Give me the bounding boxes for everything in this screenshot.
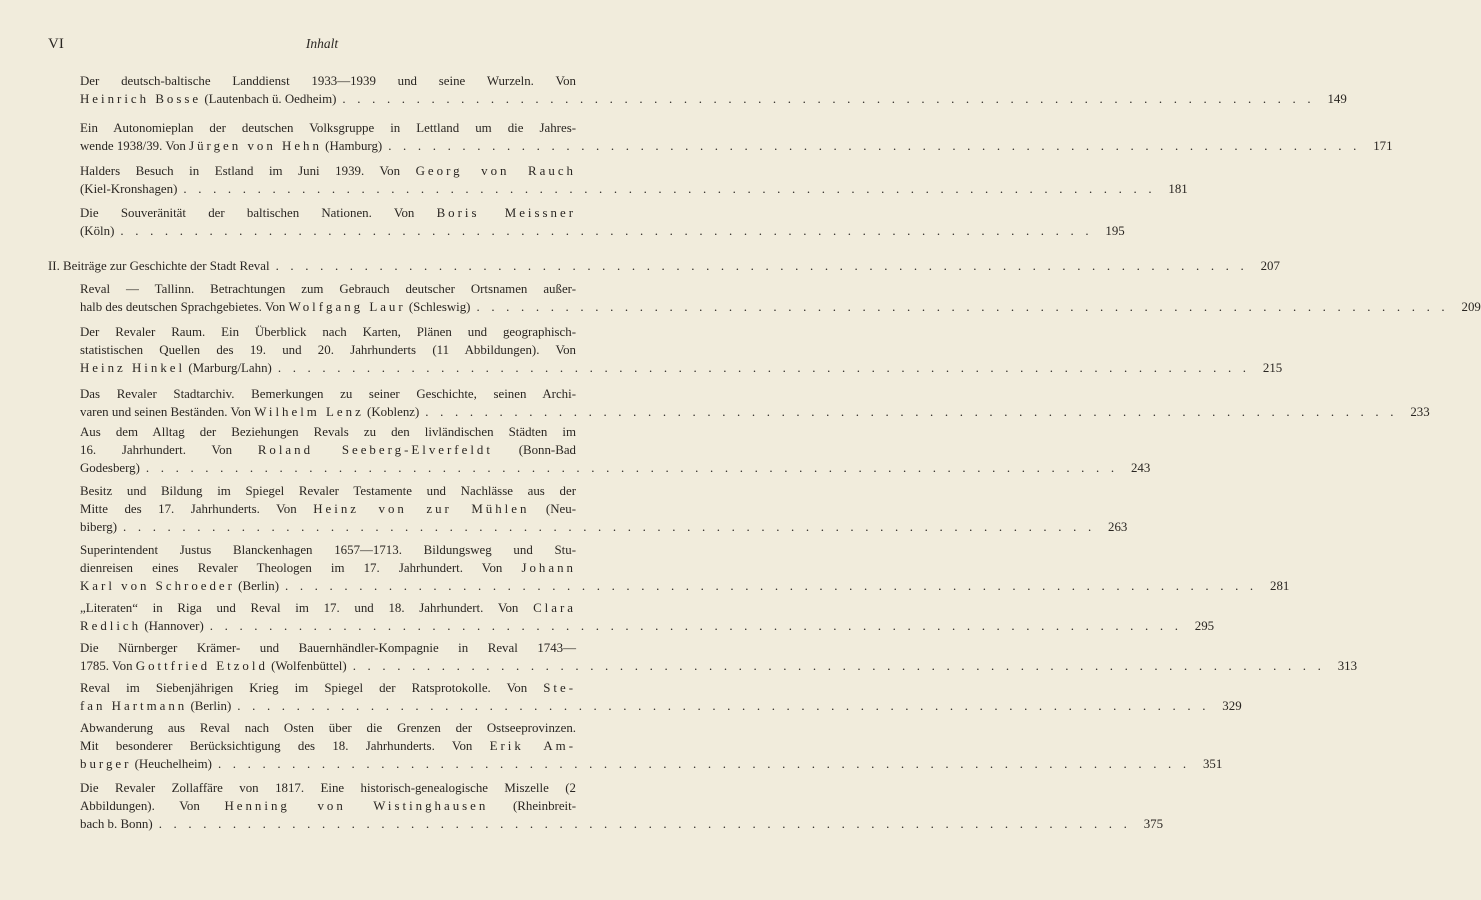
author-location: (Köln): [80, 224, 115, 238]
section-page-number: 207: [1260, 259, 1280, 273]
toc-entry: Aus dem Alltag der Beziehungen Revals zu den livländischen Städten im 16. Jahrhundert. Von Roland Seeberg-Elverfeldt (Bonn-Bad Godesberg) . . . . . . . . . . . . . . . . . . . . . . . . . . . . . . . . . . . . . . . . . . . . . . . . . . . . . . . . . . . . . . . . . . 243: [80, 425, 1151, 475]
leader-dots: . . . . . . . . . . . . . . . . . . . . . . . . . . . . . . . . . . . . . . . . . . . . . . . . . . . . . . . . . . . . . . . . . .: [275, 259, 1248, 273]
author-name: Gottfried Etzold: [135, 659, 268, 673]
toc-entry: Reval — Tallinn. Betrachtungen zum Gebrauch deutscher Ortsnamen außer- halb des deutschen Sprachgebietes. Von Wolfgang Laur (Schleswig) . . . . . . . . . . . . . . . . . . . . . . . . . . . . . . . . . . . . . . . . . . . . . . . . . . . . . . . . . . . . . . . . . . 209: [80, 282, 1481, 314]
leader-dots: . . . . . . . . . . . . . . . . . . . . . . . . . . . . . . . . . . . . . . . . . . . . . . . . . . . . . . . . . . . . . . . . . .: [277, 361, 1251, 375]
author-location: (Hamburg): [321, 139, 383, 153]
entry-page-number: 329: [1222, 699, 1242, 713]
author-name: burger: [80, 757, 132, 771]
author-location: (Lautenbach ü. Oedheim): [201, 92, 337, 106]
leader-dots: . . . . . . . . . . . . . . . . . . . . . . . . . . . . . . . . . . . . . . . . . . . . . . . . . . . . . . . . . . . . . . . . . .: [145, 461, 1119, 475]
page-number: VI: [48, 36, 64, 52]
author-name: Heinrich Bosse: [80, 92, 202, 106]
author-name: Erik Am-: [489, 739, 576, 753]
entry-line: Ein Autonomieplan der deutschen Volksgruppe in Lettland um die Jahres-: [80, 121, 576, 135]
leader-dots: . . . . . . . . . . . . . . . . . . . . . . . . . . . . . . . . . . . . . . . . . . . . . . . . . . . . . . . . . . . . . . . . . .: [217, 757, 1191, 771]
toc-entry: [80, 72, 1347, 108]
entry-page-number: 181: [1168, 182, 1188, 196]
author-name: Henning von Wistinghausen: [224, 799, 489, 813]
toc-entry: Die Nürnberger Krämer- und Bauernhändler-Kompagnie in Reval 1743— 1785. Von Gottfried Etzold (Wolfenbüttel) . . . . . . . . . . . . . . . . . . . . . . . . . . . . . . . . . . . . . . . . . . . . . . . . . . . . . . . . . . . . . . . . . . 313: [80, 641, 1358, 673]
entry-page-number: 233: [1410, 405, 1430, 419]
leader-dots: . . . . . . . . . . . . . . . . . . . . . . . . . . . . . . . . . . . . . . . . . . . . . . . . . . . . . . . . . . . . . . . . . .: [388, 139, 1361, 153]
leader-dots: . . . . . . . . . . . . . . . . . . . . . . . . . . . . . . . . . . . . . . . . . . . . . . . . . . . . . . . . . . . . . . . . . .: [237, 699, 1210, 713]
entry-page-number: 195: [1105, 224, 1125, 238]
author-name: Redlich: [80, 619, 142, 633]
author-name: Georg von Rauch: [415, 164, 576, 178]
toc-entry: Besitz und Bildung im Spiegel Revaler Testamente und Nachlässe aus der Mitte des 17. Jahrhunderts. Von Heinz von zur Mühlen (Neu- biberg) . . . . . . . . . . . . . . . . . . . . . . . . . . . . . . . . . . . . . . . . . . . . . . . . . . . . . . . . . . . . . . . . . . 263: [80, 484, 1128, 534]
author-name: Johann: [521, 561, 576, 575]
author-name: fan Hartmann: [80, 699, 188, 713]
toc-entry: „Literaten“ in Riga und Reval im 17. und 18. Jahrhundert. Von Clara Redlich (Hannover) . . . . . . . . . . . . . . . . . . . . . . . . . . . . . . . . . . . . . . . . . . . . . . . . . . . . . . . . . . . . . . . . . . 295: [80, 601, 1215, 633]
author-name: Karl von Schroeder: [80, 579, 235, 593]
author-name: Roland Seeberg-Elverfeldt: [257, 443, 493, 457]
author-name: Ste-: [543, 681, 576, 695]
entry-page-number: 313: [1337, 659, 1358, 673]
toc-entry: Der Revaler Raum. Ein Überblick nach Karten, Plänen und geographisch- statistischen Quellen des 19. und 20. Jahrhunderts (11 Abbildungen). Von Heinz Hinkel (Marburg/Lahn) . . . . . . . . . . . . . . . . . . . . . . . . . . . . . . . . . . . . . . . . . . . . . . . . . . . . . . . . . . . . . . . . . . 215: [80, 325, 1283, 375]
author-name: Heinz von zur Mühlen: [313, 502, 530, 516]
entry-page-number: 215: [1262, 361, 1283, 375]
toc-entry: Reval im Siebenjährigen Krieg im Spiegel der Ratsprotokolle. Von Ste- fan Hartmann (Berlin) . . . . . . . . . . . . . . . . . . . . . . . . . . . . . . . . . . . . . . . . . . . . . . . . . . . . . . . . . . . . . . . . . . 329: [80, 681, 1242, 713]
running-header: [0, 36, 644, 56]
entry-page-number: 149: [1327, 92, 1347, 106]
toc-entry: Ein Autonomieplan der deutschen Volksgruppe in Lettland um die Jahres- wende 1938/39. Von Jürgen von Hehn (Hamburg) . . . . . . . . . . . . . . . . . . . . . . . . . . . . . . . . . . . . . . . . . . . . . . . . . . . . . . . . . . . . . . . . . . 171: [80, 121, 1393, 153]
entry-line: Der deutsch-baltische Landdienst 1933—1939 und seine Wurzeln. Von: [80, 74, 576, 88]
leader-dots: . . . . . . . . . . . . . . . . . . . . . . . . . . . . . . . . . . . . . . . . . . . . . . . . . . . . . . . . . . . . . . . . . .: [123, 520, 1096, 534]
toc-entry: Das Revaler Stadtarchiv. Bemerkungen zu seiner Geschichte, seinen Archi- varen und seinen Beständen. Von Wilhelm Lenz (Koblenz) . . . . . . . . . . . . . . . . . . . . . . . . . . . . . . . . . . . . . . . . . . . . . . . . . . . . . . . . . . . . . . . . . . 233: [80, 387, 1430, 419]
author-name: Wilhelm Lenz: [254, 405, 364, 419]
toc-entry: Superintendent Justus Blanckenhagen 1657—1713. Bildungsweg und Stu- dienreisen eines Revaler Theologen im 17. Jahrhundert. Von Johann Karl von Schroeder (Berlin) . . . . . . . . . . . . . . . . . . . . . . . . . . . . . . . . . . . . . . . . . . . . . . . . . . . . . . . . . . . . . . . . . . 281: [80, 543, 1290, 593]
entry-page-number: 243: [1130, 461, 1151, 475]
toc-entry: Abwanderung aus Reval nach Osten über die Grenzen der Ostseeprovinzen. Mit besonderer Berücksichtigung des 18. Jahrhunderts. Von Erik Am- burger (Heuchelheim) . . . . . . . . . . . . . . . . . . . . . . . . . . . . . . . . . . . . . . . . . . . . . . . . . . . . . . . . . . . . . . . . . . 351: [80, 721, 1223, 771]
author-name: Heinz Hinkel: [80, 361, 186, 375]
leader-dots: . . . . . . . . . . . . . . . . . . . . . . . . . . . . . . . . . . . . . . . . . . . . . . . . . . . . . . . . . . . . . . . . . .: [209, 619, 1183, 633]
entry-page-number: 281: [1270, 579, 1290, 593]
entry-page-number: 351: [1202, 757, 1223, 771]
entry-page-number: 209: [1461, 300, 1481, 314]
leader-dots: . . . . . . . . . . . . . . . . . . . . . . . . . . . . . . . . . . . . . . . . . . . . . . . . . . . . . . . . . . . . . . . . . .: [183, 182, 1156, 196]
entry-page-number: 171: [1373, 139, 1393, 153]
leader-dots: . . . . . . . . . . . . . . . . . . . . . . . . . . . . . . . . . . . . . . . . . . . . . . . . . . . . . . . . . . . . . . . . . .: [120, 224, 1093, 238]
author-name: Clara: [533, 601, 576, 615]
author-location: (Kiel-Kronshagen): [80, 182, 178, 196]
author-name: Jürgen von Hehn: [189, 139, 322, 153]
entry-page-number: 295: [1194, 619, 1215, 633]
leader-dots: . . . . . . . . . . . . . . . . . . . . . . . . . . . . . . . . . . . . . . . . . . . . . . . . . . . . . . . . . . . . . . . . . .: [284, 579, 1258, 593]
leader-dots: . . . . . . . . . . . . . . . . . . . . . . . . . . . . . . . . . . . . . . . . . . . . . . . . . . . . . . . . . . . . . . . . . .: [158, 817, 1132, 831]
leader-dots: . . . . . . . . . . . . . . . . . . . . . . . . . . . . . . . . . . . . . . . . . . . . . . . . . . . . . . . . . . . . . . . . . .: [352, 659, 1326, 673]
entry-page-number: 263: [1108, 520, 1128, 534]
author-name: Boris Meissner: [436, 206, 576, 220]
leader-dots: . . . . . . . . . . . . . . . . . . . . . . . . . . . . . . . . . . . . . . . . . . . . . . . . . . . . . . . . . . . . . . . . . .: [476, 300, 1449, 314]
toc-entry: Die Revaler Zollaffäre von 1817. Eine historisch-genealogische Miszelle (2 Abbildungen). Von Henning von Wistinghausen (Rheinbreit- bach b. Bonn) . . . . . . . . . . . . . . . . . . . . . . . . . . . . . . . . . . . . . . . . . . . . . . . . . . . . . . . . . . . . . . . . . . 375: [80, 781, 1164, 831]
section-heading: [48, 257, 1280, 275]
entry-page-number: 375: [1143, 817, 1164, 831]
running-title: Inhalt: [305, 36, 339, 51]
leader-dots: . . . . . . . . . . . . . . . . . . . . . . . . . . . . . . . . . . . . . . . . . . . . . . . . . . . . . . . . . . . . . . . . . .: [342, 92, 1315, 106]
author-name: Wolfgang Laur: [288, 300, 406, 314]
leader-dots: . . . . . . . . . . . . . . . . . . . . . . . . . . . . . . . . . . . . . . . . . . . . . . . . . . . . . . . . . . . . . . . . . .: [425, 405, 1398, 419]
toc-entry: Halders Besuch in Estland im Juni 1939. Von Georg von Rauch (Kiel-Kronshagen) . . . . . . . . . . . . . . . . . . . . . . . . . . . . . . . . . . . . . . . . . . . . . . . . . . . . . . . . . . . . . . . . . . 181: [80, 164, 1188, 196]
section-label: II. Beiträge zur Geschichte der Stadt Reval: [48, 259, 270, 273]
toc-entry: Die Souveränität der baltischen Nationen. Von Boris Meissner (Köln) . . . . . . . . . . . . . . . . . . . . . . . . . . . . . . . . . . . . . . . . . . . . . . . . . . . . . . . . . . . . . . . . . . 195: [80, 206, 1125, 238]
